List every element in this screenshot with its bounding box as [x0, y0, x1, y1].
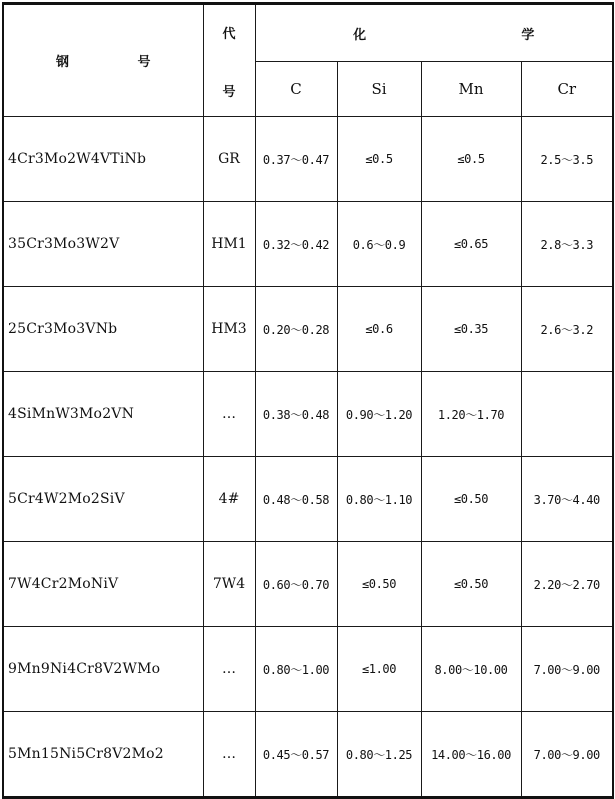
element-header-mn: Mn	[421, 62, 521, 117]
element-header-cr: Cr	[521, 62, 613, 117]
code-cell: 7W4	[203, 542, 255, 627]
chem-label-right: 学	[521, 27, 535, 43]
c-cell: 0.48～0.58	[255, 457, 337, 542]
table-row	[3, 287, 613, 372]
si-cell: 0.80～1.25	[337, 712, 421, 798]
cr-cell: 7.00～9.00	[521, 627, 613, 712]
mn-cell: 14.00～16.00	[421, 712, 521, 798]
steel-grade-cell: 25Cr3Mo3VNb	[3, 287, 203, 372]
mn-cell: ≤0.50	[421, 542, 521, 627]
code-cell: …	[203, 627, 255, 712]
steel-grade-cell: 4Cr3Mo2W4VTiNb	[3, 117, 203, 202]
chem-label-left: 化	[353, 27, 367, 43]
c-cell: 0.20～0.28	[255, 287, 337, 372]
mn-cell: ≤0.35	[421, 287, 521, 372]
element-header-c: C	[255, 62, 337, 117]
table-row	[3, 457, 613, 542]
c-cell: 0.37～0.47	[255, 117, 337, 202]
code-cell: HM1	[203, 202, 255, 287]
c-cell: 0.32～0.42	[255, 202, 337, 287]
code-cell: HM3	[203, 287, 255, 372]
c-cell: 0.38～0.48	[255, 372, 337, 457]
si-cell: 0.90～1.20	[337, 372, 421, 457]
header-row-top	[3, 4, 613, 62]
cr-cell: 2.8～3.3	[521, 202, 613, 287]
cr-cell	[521, 372, 613, 457]
chemical-composition-header	[255, 4, 613, 62]
code-cell: …	[203, 712, 255, 798]
code-header	[203, 4, 255, 117]
table-row	[3, 202, 613, 287]
table-row	[3, 627, 613, 712]
si-cell: 0.80～1.10	[337, 457, 421, 542]
code-cell: …	[203, 372, 255, 457]
si-cell: ≤1.00	[337, 627, 421, 712]
mn-cell: ≤0.50	[421, 457, 521, 542]
si-cell: ≤0.5	[337, 117, 421, 202]
table-row	[3, 372, 613, 457]
si-cell: 0.6～0.9	[337, 202, 421, 287]
steel-grade-cell: 7W4Cr2MoNiV	[3, 542, 203, 627]
table-row	[3, 712, 613, 798]
cr-cell: 3.70～4.40	[521, 457, 613, 542]
cr-cell: 7.00～9.00	[521, 712, 613, 798]
c-cell: 0.60～0.70	[255, 542, 337, 627]
mn-cell: 8.00～10.00	[421, 627, 521, 712]
steel-composition-table	[2, 2, 614, 799]
c-cell: 0.80～1.00	[255, 627, 337, 712]
steel-grade-cell: 5Cr4W2Mo2SiV	[3, 457, 203, 542]
si-cell: ≤0.50	[337, 542, 421, 627]
cr-cell: 2.5～3.5	[521, 117, 613, 202]
steel-grade-cell: 4SiMnW3Mo2VN	[3, 372, 203, 457]
c-cell: 0.45～0.57	[255, 712, 337, 798]
mn-cell: ≤0.5	[421, 117, 521, 202]
steel-grade-cell: 9Mn9Ni4Cr8V2WMo	[3, 627, 203, 712]
steel-label-right: 号	[137, 55, 151, 70]
code-label-top: 代	[222, 27, 236, 42]
si-cell: ≤0.6	[337, 287, 421, 372]
table-row	[3, 542, 613, 627]
steel-grade-cell: 35Cr3Mo3W2V	[3, 202, 203, 287]
code-cell: 4#	[203, 457, 255, 542]
cr-cell: 2.6～3.2	[521, 287, 613, 372]
mn-cell: 1.20～1.70	[421, 372, 521, 457]
element-header-si: Si	[337, 62, 421, 117]
steel-grade-cell: 5Mn15Ni5Cr8V2Mo2	[3, 712, 203, 798]
mn-cell: ≤0.65	[421, 202, 521, 287]
code-cell: GR	[203, 117, 255, 202]
code-label-bottom: 号	[222, 85, 236, 100]
table-row	[3, 117, 613, 202]
steel-grade-header	[3, 4, 203, 117]
cr-cell: 2.20～2.70	[521, 542, 613, 627]
steel-label-left: 钢	[56, 55, 70, 70]
